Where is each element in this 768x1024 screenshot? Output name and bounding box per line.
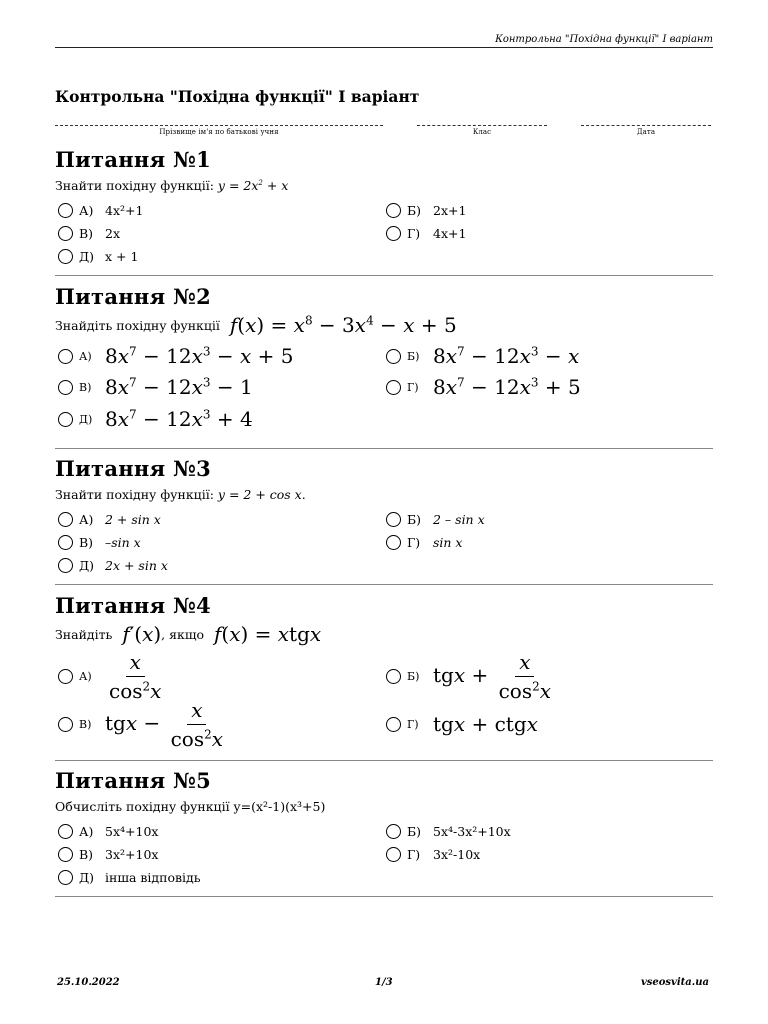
option-formula: $8x^7 - 12x^3 + 5$	[433, 375, 581, 399]
option-letter: Г)	[407, 717, 419, 731]
option-formula: $8x^7 - 12x^3 - x + 5$	[105, 344, 294, 368]
student-name-line	[55, 118, 383, 126]
option-letter: В)	[79, 380, 92, 394]
option-text: 5x⁴-3x²+10x	[433, 823, 511, 839]
option-c[interactable]	[58, 222, 120, 244]
option-d[interactable]	[386, 222, 466, 244]
question-1	[55, 147, 713, 267]
radio-circle-icon[interactable]	[58, 535, 73, 550]
option-letter: В)	[79, 717, 92, 731]
running-header: Контрольна "Похідна функції" І варіант	[495, 34, 713, 45]
option-letter: В)	[79, 846, 94, 862]
option-c[interactable]	[58, 697, 227, 751]
student-info-fields	[55, 118, 713, 138]
date-caption: Дата	[636, 128, 656, 136]
prompt-formula: $f(x) = x^8 - 3x^4 - x + 5$	[229, 313, 457, 337]
question-title: Питання №4	[55, 593, 212, 618]
option-letter: А)	[79, 823, 94, 839]
option-letter: Г)	[407, 225, 421, 241]
radio-circle-icon[interactable]	[58, 870, 73, 885]
option-formula: tgx − $\frac{x}{\cos^2x}$	[105, 697, 224, 751]
option-b[interactable]	[386, 649, 555, 703]
radio-circle-icon[interactable]	[58, 847, 73, 862]
option-letter: Д)	[79, 248, 95, 264]
option-b[interactable]	[386, 820, 511, 842]
prompt-text: Знайдіть похідну функції	[55, 317, 220, 333]
option-letter: Д)	[79, 869, 95, 885]
worksheet-page	[55, 0, 713, 1024]
option-letter: А)	[79, 511, 94, 527]
question-3	[55, 456, 713, 576]
question-title: Питання №5	[55, 768, 212, 793]
option-formula: tgx + $\frac{x}{\cos^2x}$	[433, 649, 552, 703]
student-name-field[interactable]	[55, 118, 383, 136]
option-text: 3x²+10x	[105, 846, 159, 862]
answer-options	[55, 199, 713, 267]
option-letter: А)	[79, 202, 94, 218]
option-letter: Д)	[79, 557, 95, 573]
option-letter: Б)	[407, 349, 420, 363]
question-divider	[55, 448, 713, 449]
question-divider	[55, 275, 713, 276]
option-text: 2 + sin x	[105, 511, 161, 527]
option-a[interactable]	[58, 341, 293, 371]
class-field[interactable]	[417, 118, 547, 136]
radio-circle-icon[interactable]	[58, 824, 73, 839]
option-formula: $\frac{x}{\cos^2x}$	[109, 649, 162, 703]
prompt-formula: f(x) = xtgx	[213, 622, 322, 646]
prompt-formula: $y = 2x^2 + x$	[217, 178, 289, 193]
radio-circle-icon[interactable]	[386, 669, 401, 684]
option-a[interactable]	[58, 508, 161, 530]
radio-circle-icon[interactable]	[386, 380, 401, 395]
question-prompt	[55, 622, 713, 646]
option-d[interactable]	[386, 843, 480, 865]
radio-circle-icon[interactable]	[58, 203, 73, 218]
option-letter: Б)	[407, 202, 422, 218]
option-formula: $8x^7 - 12x^3 - 1$	[105, 375, 253, 399]
option-letter: В)	[79, 534, 94, 550]
question-divider	[55, 584, 713, 585]
option-a[interactable]	[58, 199, 143, 221]
option-text: 2 – sin x	[433, 511, 485, 527]
radio-circle-icon[interactable]	[58, 226, 73, 241]
prompt-text-condition: , якщо	[161, 626, 204, 642]
option-d[interactable]	[386, 372, 581, 402]
option-letter: Г)	[407, 846, 421, 862]
option-letter: Б)	[407, 669, 420, 683]
option-b[interactable]	[386, 508, 485, 530]
option-text: 4x+1	[433, 225, 467, 241]
option-letter: Б)	[407, 511, 422, 527]
prompt-derivative: f′(x)	[122, 622, 162, 646]
radio-circle-icon[interactable]	[386, 824, 401, 839]
option-text: 5x⁴+10x	[105, 823, 159, 839]
radio-circle-icon[interactable]	[58, 512, 73, 527]
question-divider	[55, 760, 713, 761]
document-title: Контрольна "Похідна функції" І варіант	[55, 87, 420, 106]
class-caption: Клас	[472, 128, 492, 136]
option-e[interactable]	[58, 245, 138, 267]
option-b[interactable]	[386, 199, 466, 221]
option-text: 2x+1	[433, 202, 467, 218]
question-prompt: Знайти похідну функції: y = 2 + cos x.	[55, 487, 306, 502]
footer-page-number: 1/3	[375, 977, 393, 988]
option-c[interactable]	[58, 531, 141, 553]
option-text: sin x	[433, 534, 463, 550]
radio-circle-icon[interactable]	[386, 226, 401, 241]
radio-circle-icon[interactable]	[58, 717, 73, 732]
option-b[interactable]	[386, 341, 579, 371]
prompt-formula: y = 2 + cos x	[217, 487, 302, 502]
option-e[interactable]	[58, 404, 253, 434]
option-formula: $8x^7 - 12x^3 + 4$	[105, 407, 253, 431]
answer-options	[55, 341, 713, 437]
radio-circle-icon[interactable]	[386, 203, 401, 218]
option-letter: А)	[79, 669, 92, 683]
class-line	[417, 118, 547, 126]
option-text: інша відповідь	[105, 869, 201, 885]
option-text: 3x²-10x	[433, 846, 481, 862]
question-title: Питання №3	[55, 456, 212, 481]
option-text: –sin x	[105, 534, 141, 550]
radio-circle-icon[interactable]	[386, 535, 401, 550]
option-e[interactable]	[58, 554, 168, 576]
option-d[interactable]	[386, 700, 538, 748]
question-5	[55, 768, 713, 888]
footer-date: 25.10.2022	[57, 977, 120, 988]
date-line	[581, 118, 711, 126]
option-text: 2x + sin x	[105, 557, 168, 573]
radio-circle-icon[interactable]	[386, 717, 401, 732]
header-rule	[55, 47, 713, 48]
question-prompt	[55, 178, 713, 193]
question-title: Питання №2	[55, 284, 212, 309]
prompt-text: Знайти похідну функції:	[55, 487, 214, 502]
radio-circle-icon[interactable]	[58, 558, 73, 573]
answer-options	[55, 508, 713, 576]
option-e[interactable]	[58, 866, 201, 888]
option-c[interactable]	[58, 372, 253, 402]
option-letter: А)	[79, 349, 92, 363]
option-a[interactable]	[58, 820, 158, 842]
radio-circle-icon[interactable]	[58, 249, 73, 264]
footer-site-link[interactable]: vseosvita.ua	[640, 977, 709, 988]
radio-circle-icon[interactable]	[386, 512, 401, 527]
question-prompt	[55, 313, 713, 337]
question-title: Питання №1	[55, 147, 212, 172]
answer-options	[55, 649, 713, 752]
prompt-text: Знайдіть	[55, 626, 113, 642]
option-letter: Д)	[79, 412, 93, 426]
answer-options	[55, 820, 713, 888]
option-c[interactable]	[58, 843, 158, 865]
option-letter: В)	[79, 225, 94, 241]
radio-circle-icon[interactable]	[386, 349, 401, 364]
student-name-caption: Прізвище ім'я по батькові учня	[159, 128, 279, 136]
radio-circle-icon[interactable]	[58, 349, 73, 364]
date-field[interactable]	[581, 118, 711, 136]
option-formula: $8x^7 - 12x^3 - x$	[433, 344, 580, 368]
question-prompt: Обчисліть похідну функції y=(x²-1)(x³+5)	[55, 799, 326, 814]
prompt-text: Знайти похідну функції:	[55, 178, 214, 193]
option-d[interactable]	[386, 531, 463, 553]
radio-circle-icon[interactable]	[58, 412, 73, 427]
option-formula: tgx + ctgx	[433, 712, 538, 736]
option-text: 4x²+1	[105, 202, 144, 218]
question-4	[55, 593, 713, 752]
option-text: 2x	[105, 225, 121, 241]
option-text: x + 1	[105, 248, 139, 264]
option-letter: Г)	[407, 380, 419, 394]
option-a[interactable]	[58, 649, 165, 703]
option-letter: Г)	[407, 534, 421, 550]
question-2	[55, 284, 713, 437]
radio-circle-icon[interactable]	[58, 669, 73, 684]
radio-circle-icon[interactable]	[386, 847, 401, 862]
option-letter: Б)	[407, 823, 422, 839]
question-divider	[55, 896, 713, 897]
radio-circle-icon[interactable]	[58, 380, 73, 395]
